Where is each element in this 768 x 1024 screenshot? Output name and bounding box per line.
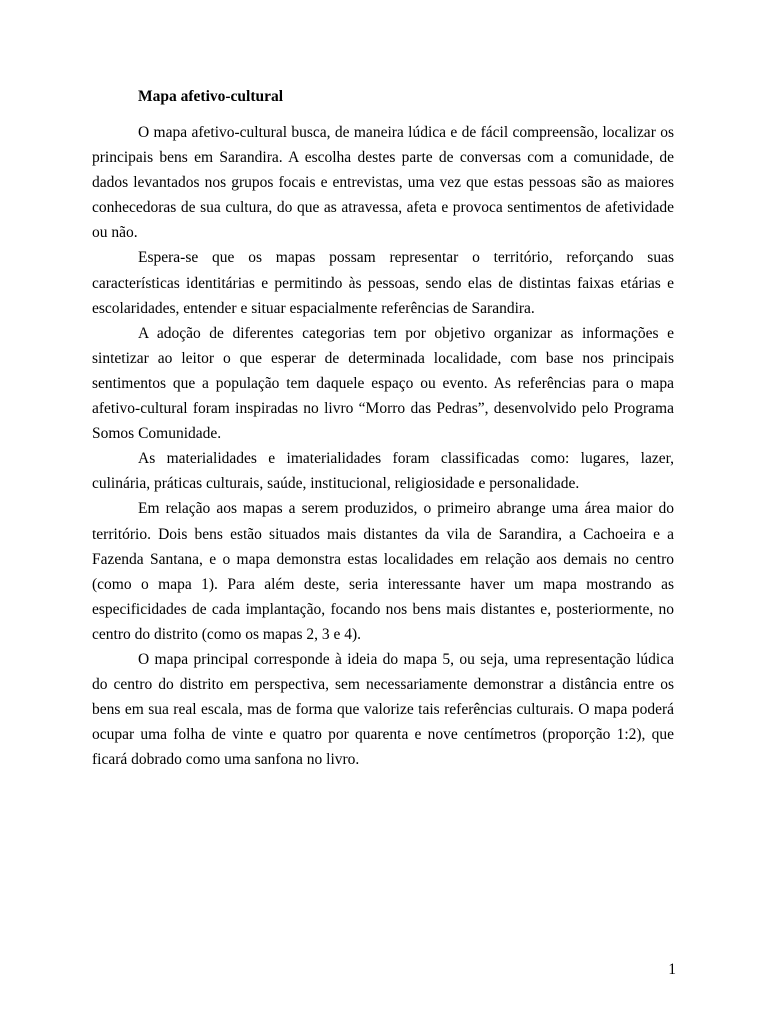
paragraph-2: Espera-se que os mapas possam representar o território, reforçando suas características identitárias e permitindo às pessoas, sendo elas de distintas faixas etárias e escolaridades, entender e situar espacialmente referências de Sarandira. (92, 249, 674, 317)
paragraph-5: Em relação aos mapas a serem produzidos, o primeiro abrange uma área maior do território. Dois bens estão situados mais distantes da vila de Sarandira, a Cachoeira e a Fazenda Santana, e o mapa demonstra estas localidades em relação aos demais no centro (como o mapa 1). Para além deste, seria interessante haver um mapa mostrando as especificidades de cada implantação, focando nos bens mais distantes e, posteriormente, no centro do distrito (como os mapas 2, 3 e 4). (92, 500, 674, 643)
paragraph-1: O mapa afetivo-cultural busca, de maneira lúdica e de fácil compreensão, localizar os principais bens em Sarandira. A escolha destes parte de conversas com a comunidade, de dados levantados nos grupos focais e entrevistas, uma vez que estas pessoas são as maiores conhecedoras de sua cultura, do que as atravessa, afeta e provoca sentimentos de afetividade ou não. (92, 124, 674, 242)
paragraph-4: As materialidades e imaterialidades foram classificadas como: lugares, lazer, culinária, práticas culturais, saúde, institucional, religiosidade e personalidade. (92, 450, 674, 493)
document-content (92, 87, 674, 772)
document-body (92, 120, 674, 772)
page-number: 1 (668, 961, 676, 978)
paragraph-3: A adoção de diferentes categorias tem por objetivo organizar as informações e sintetizar ao leitor o que esperar de determinada localidade, com base nos principais sentimentos que a população tem daquele espaço ou evento. As referências para o mapa afetivo-cultural foram inspiradas no livro “Morro das Pedras”, desenvolvido pelo Programa Somos Comunidade. (92, 324, 674, 443)
paragraph-6: O mapa principal corresponde à ideia do mapa 5, ou seja, uma representação lúdica do centro do distrito em perspectiva, sem necessariamente demonstrar a distância entre os bens em sua real escala, mas de forma que valorize tais referências culturais. O mapa poderá ocupar uma folha de vinte e quatro por quarenta e nove centímetros (proporção 1:2), que ficará dobrado como uma sanfona no livro. (92, 650, 674, 769)
document-title: Mapa afetivo-cultural (138, 88, 284, 105)
